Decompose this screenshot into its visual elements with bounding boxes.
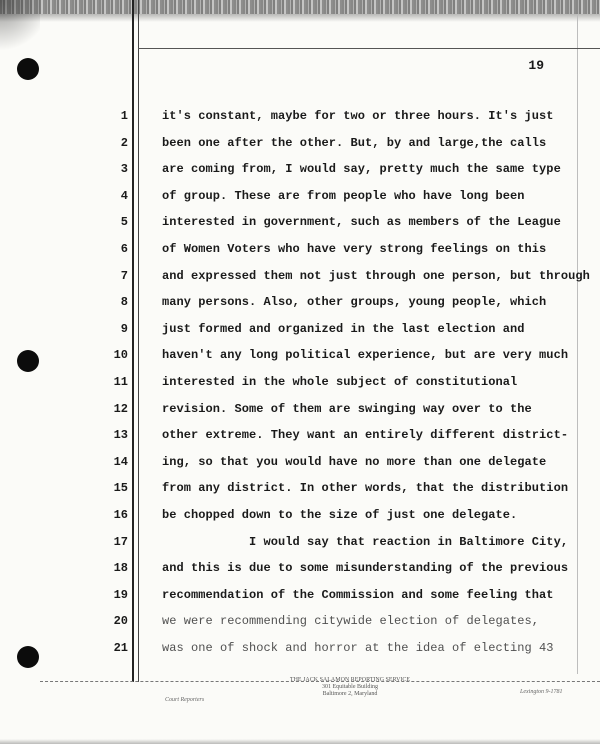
transcript-line: just formed and organized in the last election and <box>162 321 525 336</box>
line-number: 13 <box>113 428 128 443</box>
transcript-line: of group. These are from people who have long been <box>162 188 525 203</box>
transcript-line: be chopped down to the size of just one delegate. <box>162 507 518 522</box>
transcript-line: and expressed them not just through one person, but through <box>162 268 590 283</box>
scan-noise-top <box>0 0 600 14</box>
transcript-line: recommendation of the Commission and some feeling that <box>162 587 554 602</box>
scan-noise-corner <box>0 0 40 60</box>
line-number: 12 <box>113 401 128 416</box>
transcript-line: we were recommending citywide election of delegates, <box>162 614 540 629</box>
line-number: 5 <box>120 215 128 230</box>
transcript-line: I would say that reaction in Baltimore City, <box>162 534 569 549</box>
margin-rule-left <box>132 0 134 682</box>
margin-rule-inner <box>138 0 139 682</box>
transcript-line: interested in the whole subject of constitutional <box>162 374 518 389</box>
line-number: 8 <box>120 295 128 310</box>
transcript-text <box>162 108 590 666</box>
line-number: 11 <box>113 374 128 389</box>
line-number: 3 <box>120 162 128 177</box>
line-number: 18 <box>113 561 128 576</box>
footer-address-1: 301 Equitable Building <box>322 684 378 690</box>
scan-edge-bottom <box>0 739 600 744</box>
binder-hole-middle <box>17 350 39 372</box>
footer-address-2: Baltimore 2, Maryland <box>322 691 378 697</box>
transcript-line: of Women Voters who have very strong feelings on this <box>162 241 547 256</box>
transcript-line: interested in government, such as members of the League <box>162 215 561 230</box>
line-number: 14 <box>113 454 128 469</box>
transcript-line: are coming from, I would say, pretty much the same type <box>162 162 561 177</box>
line-number: 21 <box>113 640 128 655</box>
line-number: 19 <box>113 587 128 602</box>
line-number-column <box>112 108 128 666</box>
transcript-line: it's constant, maybe for two or three hours. It's just <box>162 109 554 123</box>
binder-hole-bottom <box>17 646 39 668</box>
line-number: 1 <box>120 109 128 123</box>
transcript-line: was one of shock and horror at the idea of electing 43 <box>162 640 554 655</box>
transcript-line: revision. Some of them are swinging way over to the <box>162 401 532 416</box>
line-number: 20 <box>113 614 128 629</box>
line-number: 15 <box>113 481 128 496</box>
transcript-line: haven't any long political experience, but are very much <box>162 348 569 363</box>
line-number: 17 <box>113 534 128 549</box>
line-number: 9 <box>120 321 128 336</box>
line-number: 2 <box>120 135 128 150</box>
binder-hole-top <box>17 58 39 80</box>
footer-service-name: THE JACK SALAMON REPORTING SERVICE <box>289 677 411 683</box>
transcript-line: ing, so that you would have no more than one delegate <box>162 454 547 469</box>
line-number: 4 <box>120 188 128 203</box>
line-number: 7 <box>120 268 128 283</box>
transcript-line: been one after the other. But, by and large,the calls <box>162 135 547 150</box>
transcript-line: and this is due to some misunderstanding of the previous <box>162 561 569 576</box>
line-number: 16 <box>113 507 128 522</box>
footer-phone: Lexington 9-1781 <box>520 689 563 695</box>
footer-court-reporters: Court Reporters <box>165 697 205 703</box>
transcript-line: from any district. In other words, that the distribution <box>162 481 569 496</box>
scan-noise-gradient <box>0 14 600 22</box>
page-number: 19 <box>528 58 544 73</box>
footer-service-block <box>230 677 470 698</box>
line-number: 10 <box>113 348 128 363</box>
line-number: 6 <box>120 241 128 256</box>
header-rule <box>138 48 600 49</box>
transcript-line: many persons. Also, other groups, young people, which <box>162 295 547 310</box>
transcript-line: other extreme. They want an entirely different district- <box>162 428 569 443</box>
